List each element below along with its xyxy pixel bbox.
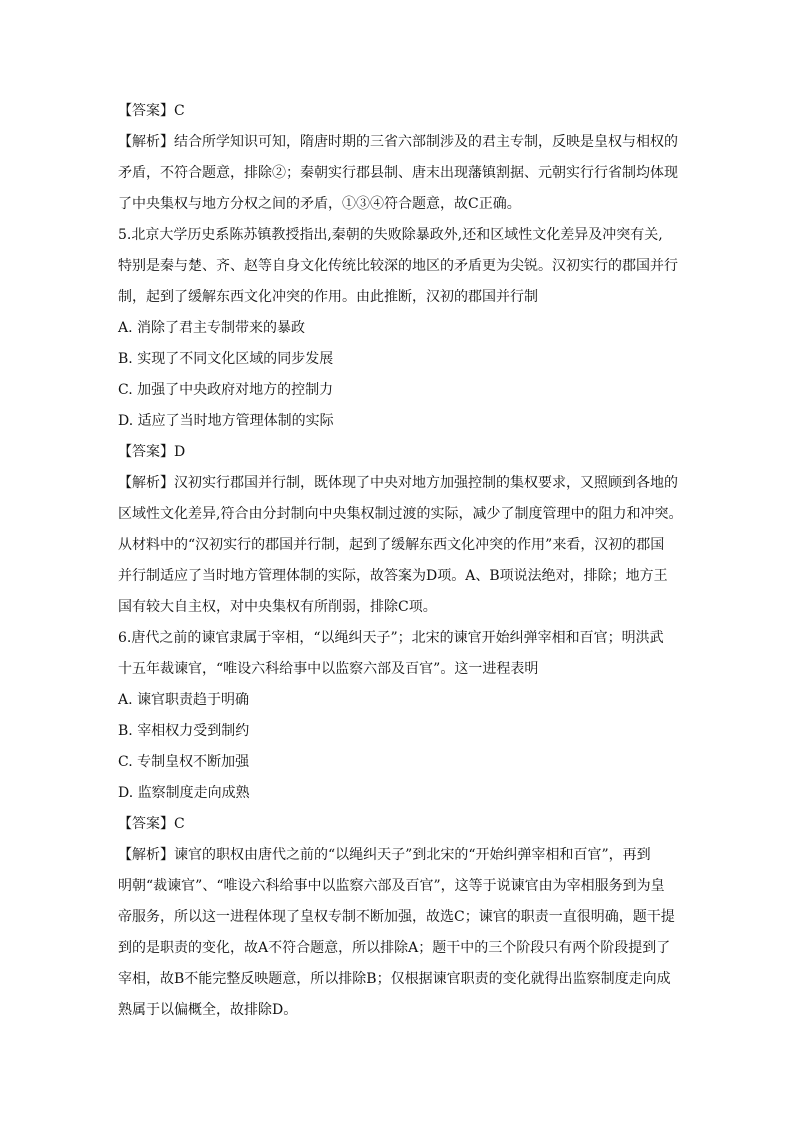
q6-option-d: D. 监察制度走向成熟 (118, 785, 250, 801)
analysis-q4-line-3: 了中央集权与地方分权之间的矛盾，①③④符合题意，故C正确。 (118, 196, 521, 212)
question-5-line-1: 5.北京大学历史系陈苏镇教授指出,秦朝的失败除暴政外,还和区域性文化差异及冲突有关, (118, 227, 663, 243)
answer-label-q5: 【答案】D (118, 444, 186, 460)
q6-option-c: C. 专制皇权不断加强 (118, 754, 250, 770)
analysis-q6-line-6: 熟属于以偏概全，故排除D。 (118, 1002, 298, 1018)
analysis-q5-line-4: 并行制适应了当时地方管理体制的实际，故答案为D项。A、B项说法绝对，排除；地方王 (118, 568, 668, 584)
analysis-q6-line-1: 【解析】谏官的职权由唐代之前的“以绳纠天子”到北宋的“开始纠弹宰相和百官”，再到 (118, 847, 651, 863)
analysis-q4-line-1: 【解析】结合所学知识可知，隋唐时期的三省六部制涉及的君主专制，反映是皇权与相权的 (118, 134, 678, 150)
analysis-q6-line-4: 到的是职责的变化，故A不符合题意，所以排除A；题干中的三个阶段只有两个阶段提到了 (118, 940, 671, 956)
analysis-q4-line-2: 矛盾，不符合题意，排除②；秦朝实行郡县制、唐末出现藩镇割据、元朝实行行省制均体现 (118, 165, 678, 181)
analysis-q6-line-2: 明朝“裁谏官”、“唯设六科给事中以监察六部及百官”，这等于说谏官由为宰相服务到为皇 (118, 878, 665, 894)
q5-option-c: C. 加强了中央政府对地方的控制力 (118, 382, 334, 398)
analysis-q5-line-1: 【解析】汉初实行郡国并行制，既体现了中央对地方加强控制的集权要求，又照顾到各地的 (118, 475, 678, 491)
question-6-line-2: 十五年裁谏官，“唯设六科给事中以监察六部及百官”。这一进程表明 (118, 661, 539, 677)
q6-option-a: A. 谏官职责趋于明确 (118, 692, 250, 708)
question-6-line-1: 6.唐代之前的谏官隶属于宰相，“以绳纠天子”；北宋的谏官开始纠弹宰相和百官；明洪武 (118, 630, 664, 646)
analysis-q6-line-3: 帝服务，所以这一进程体现了皇权专制不断加强，故选C；谏官的职责一直很明确，题干提 (118, 909, 675, 925)
q5-option-a: A. 消除了君主专制带来的暴政 (118, 320, 306, 336)
analysis-q5-line-2: 区域性文化差异,符合由分封制向中央集权制过渡的实际，减少了制度管理中的阻力和冲突。 (118, 506, 683, 522)
analysis-q5-line-5: 国有较大自主权，对中央集权有所削弱，排除C项。 (118, 599, 437, 615)
q5-option-b: B. 实现了不同文化区域的同步发展 (118, 351, 334, 367)
answer-label-q4: 【答案】C (118, 103, 185, 119)
question-5-line-2: 特别是秦与楚、齐、赵等自身文化传统比较深的地区的矛盾更为尖锐。汉初实行的郡国并行 (118, 258, 678, 274)
q6-option-b: B. 宰相权力受到制约 (118, 723, 250, 739)
analysis-q5-line-3: 从材料中的“汉初实行的郡国并行制，起到了缓解东西文化冲突的作用”来看，汉初的郡国 (118, 537, 665, 553)
document-page (118, 96, 686, 1026)
question-5-line-3: 制，起到了缓解东西文化冲突的作用。由此推断，汉初的郡国并行制 (118, 289, 538, 305)
analysis-q6-line-5: 宰相，故B不能完整反映题意，所以排除B；仅根据谏官职责的变化就得出监察制度走向成 (118, 971, 671, 987)
q5-option-d: D. 适应了当时地方管理体制的实际 (118, 413, 334, 429)
answer-label-q6: 【答案】C (118, 816, 185, 832)
